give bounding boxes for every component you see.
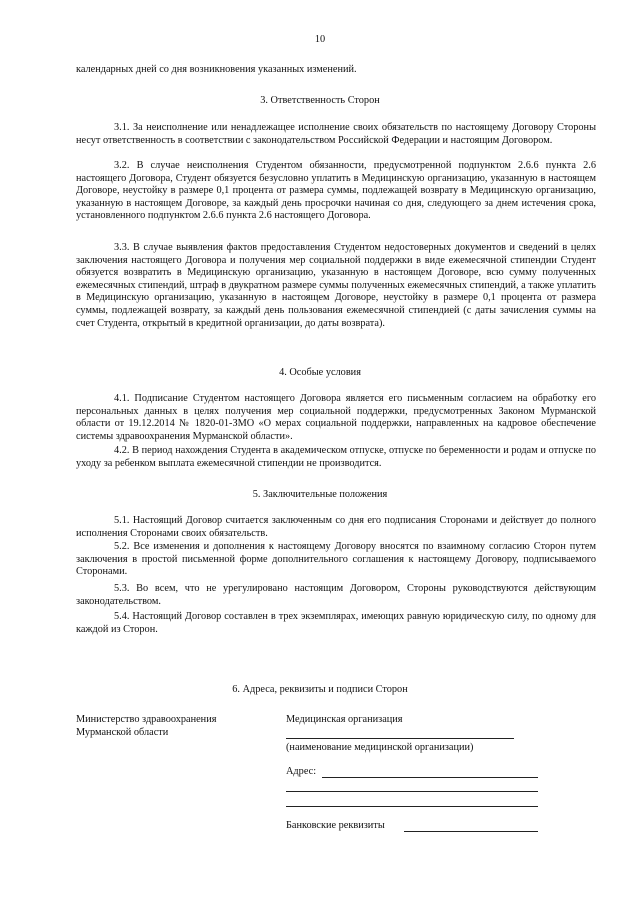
org-name-caption: (наименование медицинской организации) xyxy=(286,742,474,753)
address-field-line-1 xyxy=(322,777,538,778)
medical-org-label: Медицинская организация xyxy=(286,714,403,725)
section-5-heading: 5. Заключительные положения xyxy=(252,489,388,500)
address-field-line-2 xyxy=(286,791,538,792)
org-name-field-line xyxy=(286,738,514,739)
clause-5-4: 5.4. Настоящий Договор составлен в трех экземплярах, имеющих равную юридическую силу, по одному для каждой из Сторон. xyxy=(76,611,596,635)
address-field-line-3 xyxy=(286,806,538,807)
clause-5-2: 5.2. Все изменения и дополнения к настоящему Договору вносятся по взаимному согласию Сторон путем заключения в простой письменной форме дополнительного соглашения к настоящему Договору, подписываемого Сторонами. xyxy=(76,541,596,578)
clause-5-1: 5.1. Настоящий Договор считается заключенным со дня его подписания Сторонами и действует до полного исполнения Сторонами своих обязательств. xyxy=(76,515,596,539)
section-3-heading: 3. Ответственность Сторон xyxy=(260,95,380,106)
ministry-party-name: Министерство здравоохранения Мурманской области xyxy=(76,714,217,738)
clause-3-3: 3.3. В случае выявления фактов предоставления Студентом недостоверных документов и сведений в целях заключения настоящего Договора и получения мер социальной поддержки в виде ежемесячной стипендии Студент обязуется возвратить в Медицинскую организацию, указанную в настоящем Договоре, всю сумму полученных ежемесячных стипендий, штраф в двукратном размере суммы полученных ежемесячных стипендий, а также уплатить в Медицинскую организацию, указанную в настоящем Договоре, неустойку в размере 0,1 процента от размера суммы, подлежащей возврату, за каждый день пользования ежемесячной стипендией (с даты зачисления суммы на счет Студента, открытый в кредитной организации, до даты возврата). xyxy=(76,242,596,329)
clause-4-1: 4.1. Подписание Студентом настоящего Договора является его письменным согласием на обработку его персональных данных в целях получения мер социальной поддержки, предусмотренных Законом Мурманской области от 19.12.2014 № 1820-01-ЗМО «О мерах социальной поддержки, направленных на кадровое обеспечение системы здравоохранения Мурманской области». xyxy=(76,393,596,442)
section-6-heading: 6. Адреса, реквизиты и подписи Сторон xyxy=(232,684,408,695)
page-number: 10 xyxy=(314,34,326,45)
address-label: Адрес: xyxy=(286,766,317,777)
bank-details-field-line xyxy=(404,831,538,832)
clause-4-2: 4.2. В период нахождения Студента в академическом отпуске, отпуске по беременности и родам и отпуске по уходу за ребенком выплата ежемесячной стипендии не производится. xyxy=(76,445,596,469)
section-4-heading: 4. Особые условия xyxy=(279,367,361,378)
clause-3-1: 3.1. За неисполнение или ненадлежащее исполнение своих обязательств по настоящему Договору Стороны несут ответственность в соответствии с законодательством Российской Федерации и настоящим Договором. xyxy=(76,122,596,146)
clause-5-3: 5.3. Во всем, что не урегулировано настоящим Договором, Стороны руководствуются действующим законодательством. xyxy=(76,583,596,607)
clause-3-2: 3.2. В случае неисполнения Студентом обязанности, предусмотренной подпунктом 2.6.6 пункта 2.6 настоящего Договора, Студент обязуется безусловно уплатить в Медицинскую организацию, указанную в настоящем Договоре, неустойку в размере 0,1 процента от размера суммы, подлежащей возврату в Медицинскую организацию, указанную в настоящем Договоре, за каждый день просрочки начиная со дня, следующего за днем истечения срока, установленного подпунктом 2.6.6 пункта 2.6 настоящего Договора. xyxy=(76,160,596,222)
carryover-text: календарных дней со дня возникновения указанных изменений. xyxy=(76,64,357,75)
bank-details-label: Банковские реквизиты xyxy=(286,820,385,831)
